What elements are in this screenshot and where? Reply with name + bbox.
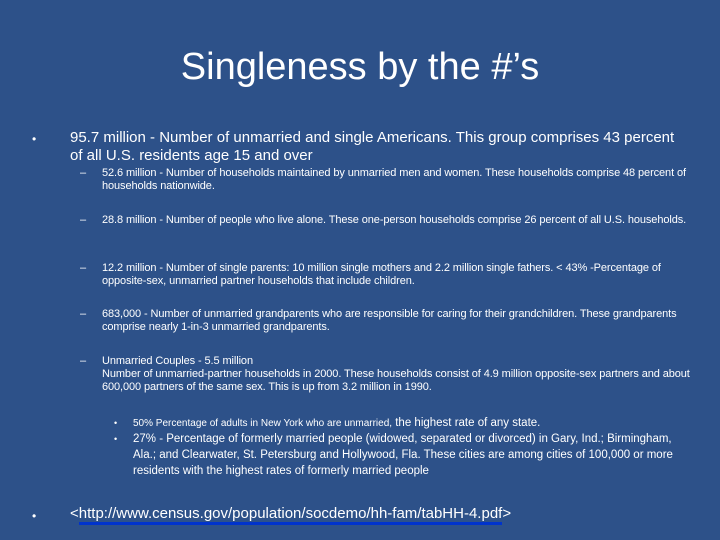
sub-bullet-grandparents: 683,000 - Number of unmarried grandparents who are responsible for caring for their grandchildren. These grandparents comprise nearly 1-in-3 unmarried grandparents. [102,308,677,333]
bullet-text: - Number of unmarried and single Americans. This group comprises 43 percent of all U.S. residents age 15 and over [70,129,675,164]
new-york-stat: 50% Percentage of adults in New York who are unmarried, [133,418,393,429]
dash-icon: – [80,262,87,274]
dash-icon: – [80,214,87,226]
sub-bullet-single-parents: 12.2 million - Number of single parents: 10 million single mothers and 2.2 million single fathers. < 43% -Percentage of opposite-sex, unmarried partner households that include children. [102,262,661,287]
subsub-bullet-formerly-married: 27% - Percentage of formerly married people (widowed, separated or divorced) in Gary, Ind.; Birmingham, Ala.; and Clearwater, St. Petersburg and Hollywood, Fla. These cities are among cities of 100,000 or more residents with the highest rates of formerly married people [133,433,673,477]
couples-heading: Unmarried Couples - 5.5 million [102,355,253,367]
dash-icon: – [80,167,87,179]
subsub-bullet-new-york [133,415,673,432]
sub-bullet-live-alone: 28.8 million - Number of people who live alone. These one-person households comprise 26 percent of all U.S. households. [102,214,687,226]
bullet-icon: • [114,434,118,444]
bullet-icon: • [32,509,37,523]
new-york-rest: the highest rate of any state. [392,417,541,429]
slide-title: Singleness by the #’s [180,46,540,88]
link-close-bracket: > [502,505,512,522]
sub-bullet-unmarried-couples [102,355,692,394]
link-open-bracket: < [70,505,79,522]
sub-bullet-households: 52.6 million - Number of households maintained by unmarried men and women. These households comprise 48 percent of households nationwide. [102,167,686,192]
couples-detail: Number of unmarried-partner households in 2000. These households consist of 4.9 million opposite-sex partners and about 600,000 partners of the same sex. This is up from 3.2 million in 1990. [102,368,690,393]
source-link-line [70,504,511,524]
bullet-icon: • [114,418,118,428]
bullet-icon: • [32,132,37,146]
dash-icon: – [80,355,87,367]
census-source-link[interactable]: http://www.census.gov/population/socdemo/hh-fam/tabHH-4.pdf [79,505,503,525]
dash-icon: – [80,308,87,320]
bullet-main-stat [70,129,680,165]
bullet-lead: 95.7 million [70,129,146,146]
